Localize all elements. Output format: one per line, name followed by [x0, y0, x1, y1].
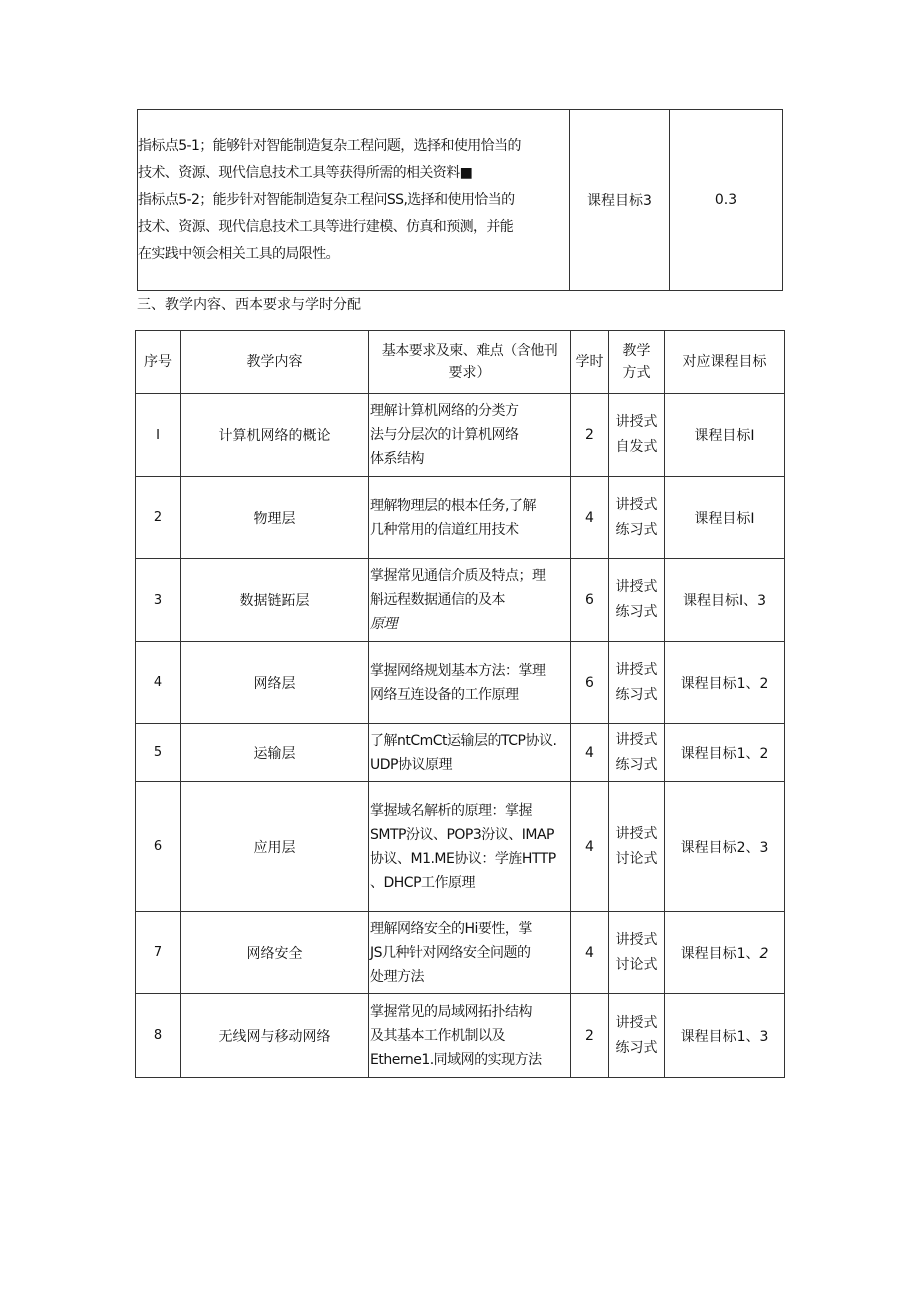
row-seq: 2: [136, 477, 181, 559]
req-line: Etherne1.同域网的实现方法: [370, 1051, 542, 1068]
header-goal: 对应课程目标: [665, 331, 785, 394]
table-row: [136, 642, 785, 724]
req-line: 掌握常见通信介质及特点；理: [370, 568, 546, 584]
row-method: [609, 477, 665, 559]
row-hours: 6: [571, 559, 609, 642]
row-hours: 4: [571, 782, 609, 912]
header-requirements-line: 要求）: [448, 365, 491, 381]
method-line: 讲授式: [615, 579, 658, 595]
row-hours: 2: [571, 394, 609, 477]
indicator-description: [138, 110, 570, 291]
indicator-table: [137, 109, 783, 291]
row-seq: 8: [136, 994, 181, 1078]
method-line: 练习式: [615, 521, 658, 538]
req-line: UDP协议原理: [370, 756, 452, 773]
method-line: 讲授式: [615, 1014, 658, 1031]
row-content: 运输层: [181, 724, 369, 782]
header-hours: 学时: [571, 331, 609, 394]
row-method: [609, 394, 665, 477]
row-goal: 课程目标1、3: [665, 994, 785, 1078]
row-seq: I: [136, 394, 181, 477]
method-line: 讲授式: [615, 825, 658, 842]
row-goal: 课程目标I: [665, 477, 785, 559]
row-goal: 课程目标I、3: [665, 559, 785, 642]
row-seq: 3: [136, 559, 181, 642]
indicator-line: 指标点5-1；能够针对智能制造复杂工程问题，选择和使用恰当的: [138, 137, 521, 154]
indicator-line: 指标点5-2；能步针对智能制造复杂工程问SS,选择和使用恰当的: [138, 191, 515, 208]
section-heading: 三、教学内容、西本要求与学时分配: [137, 297, 361, 313]
row-method: [609, 782, 665, 912]
row-content: 计算机网络的概论: [181, 394, 369, 477]
header-row: [136, 331, 785, 394]
req-line: 了解ntCmCt运输层的TCP协议.: [370, 732, 557, 749]
row-method: [609, 642, 665, 724]
table-row: [136, 477, 785, 559]
row-requirements: [369, 477, 571, 559]
header-requirements: [369, 331, 571, 394]
table-row: [136, 559, 785, 642]
method-line: 练习式: [615, 604, 658, 620]
table-row: [136, 912, 785, 994]
req-line: 掌握域名解析的原理：掌握: [370, 802, 532, 819]
req-line: 掌握网络规划基本方法：掌理: [370, 662, 546, 679]
req-line: 及其基本工作机制以及: [370, 1027, 505, 1044]
method-line: 讨论式: [615, 850, 658, 867]
indicator-line: 在实践中领会相关工具的局限性。: [138, 245, 339, 262]
row-seq: 4: [136, 642, 181, 724]
req-line: 斛远程数据通信的及本: [370, 592, 505, 608]
row-requirements: [369, 394, 571, 477]
row-goal: 课程目标1、2: [665, 642, 785, 724]
method-line: 讨论式: [615, 956, 658, 973]
req-line: 网络互连设备的工作原理: [370, 686, 519, 703]
method-line: 讲授式: [615, 731, 658, 748]
row-hours: 4: [571, 477, 609, 559]
req-line: 掌握常见的局域网拓扑结构: [370, 1003, 532, 1020]
row-hours: 2: [571, 994, 609, 1078]
row-requirements: [369, 724, 571, 782]
goal-suffix: 2: [759, 945, 769, 962]
content-table: [135, 330, 785, 1078]
method-line: 练习式: [615, 1039, 658, 1056]
row-seq: 7: [136, 912, 181, 994]
row-content: 应用层: [181, 782, 369, 912]
table-row: [136, 994, 785, 1078]
req-line: 处理方法: [370, 968, 424, 985]
row-goal: 课程目标2、3: [665, 782, 785, 912]
row-requirements: [369, 642, 571, 724]
header-method-line: 教学: [622, 343, 651, 359]
row-requirements: [369, 559, 571, 642]
row-requirements: [369, 782, 571, 912]
row-content: 物理层: [181, 477, 369, 559]
req-line: 理解网络安全的Hi要性，掌: [370, 920, 532, 937]
row-method: [609, 559, 665, 642]
row-goal: 课程目标I: [665, 394, 785, 477]
row-content: 数据链跖层: [181, 559, 369, 642]
indicator-line: 技术、资源、现代信息技术工具等进行建模、仿真和预测，并能: [138, 218, 514, 235]
row-method: [609, 912, 665, 994]
method-line: 讲授式: [615, 661, 658, 678]
req-line: 理解物理层的根本任务,了解: [370, 497, 536, 514]
method-line: 讲授式: [615, 414, 658, 430]
header-method-line: 方式: [622, 365, 651, 381]
row-requirements: [369, 994, 571, 1078]
indicator-weight: 0.3: [670, 110, 783, 291]
table-row: [136, 782, 785, 912]
row-seq: 6: [136, 782, 181, 912]
goal-prefix: 课程目标1、: [680, 945, 760, 962]
row-goal: [665, 912, 785, 994]
row-hours: 6: [571, 642, 609, 724]
req-line: 理解计算机网络的分类方: [370, 403, 519, 419]
method-line: 练习式: [615, 756, 658, 773]
row-seq: 5: [136, 724, 181, 782]
method-line: 自发式: [615, 439, 658, 455]
row-hours: 4: [571, 724, 609, 782]
row-content: 网络层: [181, 642, 369, 724]
req-line: 、DHCP工作原理: [370, 874, 476, 891]
req-line: 原理: [370, 616, 397, 632]
table-row: [136, 724, 785, 782]
header-method: [609, 331, 665, 394]
row-content: 网络安全: [181, 912, 369, 994]
row-hours: 4: [571, 912, 609, 994]
row-method: [609, 724, 665, 782]
req-line: 几种常用的信道红用技术: [370, 521, 519, 538]
header-seq: 序号: [136, 331, 181, 394]
method-line: 练习式: [615, 686, 658, 703]
req-line: 法与分层次的计算机网络: [370, 427, 519, 443]
indicator-line: 技术、资源、现代信息技术工具等获得所需的相关资料■: [138, 164, 473, 181]
row-method: [609, 994, 665, 1078]
row-goal: 课程目标1、2: [665, 724, 785, 782]
row-requirements: [369, 912, 571, 994]
method-line: 讲授式: [615, 496, 658, 513]
req-line: 体系结构: [370, 451, 424, 467]
method-line: 讲授式: [615, 931, 658, 948]
req-line: 协议、M1.ME协议：学旌HTTP: [370, 850, 556, 867]
indicator-row: [138, 110, 783, 291]
indicator-goal: 课程目标3: [570, 110, 670, 291]
req-line: JS几种针对网络安全问题的: [370, 944, 531, 961]
table-row: [136, 394, 785, 477]
header-content: 教学内容: [181, 331, 369, 394]
header-requirements-line: 基本要求及柬、难点（含他刊: [381, 343, 558, 359]
req-line: SMTP汾议、POP3汾议、IMAP: [370, 826, 554, 843]
row-content: 无线网与移动网络: [181, 994, 369, 1078]
